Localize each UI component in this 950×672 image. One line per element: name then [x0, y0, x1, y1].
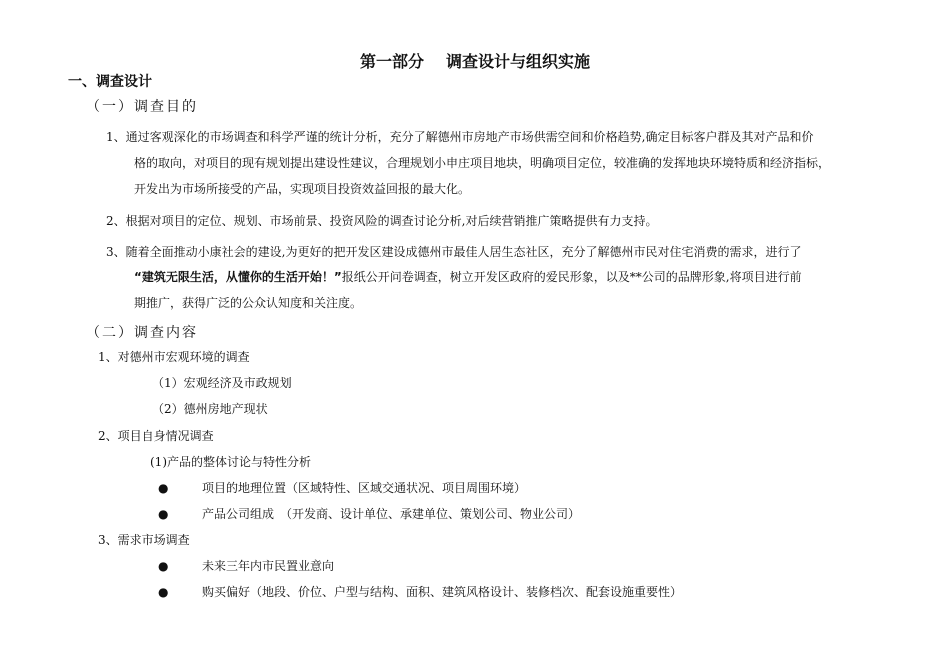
- subsection-heading-purpose: （一）调查目的: [86, 99, 198, 115]
- title-part: 第一部分: [359, 52, 424, 71]
- purpose-item-2: 2、根据对项目的定位、规划、市场前景、投资风险的调查讨论分析,对后续营销推广策略提供有力支持。: [106, 214, 658, 228]
- content-item-1b: （2）德州房地产现状: [152, 402, 268, 416]
- content-item-1: 1、对德州市宏观环境的调查: [98, 350, 250, 364]
- content-item-2b-2: 产品公司组成 （开发商、设计单位、承建单位、策划公司、物业公司）: [202, 507, 581, 521]
- purpose-item-3-line-3: 期推广，获得广泛的公众认知度和关注度。: [134, 296, 363, 310]
- bullet-icon: ●: [158, 585, 169, 599]
- bullet-icon: ●: [158, 507, 169, 521]
- campaign-slogan: “建筑无限生活，从懂你的生活开始！”: [134, 270, 342, 284]
- page-title: [0, 49, 950, 72]
- content-item-1a: （1）宏观经济及市政规划: [152, 376, 292, 390]
- purpose-item-1-line-2: 格的取向，对项目的现有规划提出建设性建议，合理规划小申庄项目地块，明确项目定位，较准确的发挥地块环境特质和经济指标，: [134, 156, 831, 170]
- content-item-2: 2、项目自身情况调查: [98, 429, 214, 443]
- content-item-2a: (1)产品的整体讨论与特性分析: [150, 455, 311, 469]
- content-item-3: 3、需求市场调查: [98, 533, 190, 547]
- purpose-item-3-line-2: [134, 264, 802, 290]
- purpose-item-1-line-3: 开发出为市场所接受的产品，实现项目投资效益回报的最大化。: [134, 182, 471, 196]
- content-item-3b-2: 购买偏好（地段、价位、户型与结构、面积、建筑风格设计、装修档次、配套设施重要性）: [202, 585, 683, 599]
- content-item-2b-1: 项目的地理位置（区域特性、区域交通状况、项目周围环境）: [202, 481, 527, 495]
- bullet-icon: ●: [158, 481, 169, 495]
- section-heading-design: 一、调查设计: [68, 74, 152, 90]
- subsection-heading-content: （二）调查内容: [86, 325, 198, 341]
- title-text: 调查设计与组织实施: [446, 52, 591, 71]
- purpose-item-3-line-2-rest: 报纸公开问卷调查，树立开发区政府的爱民形象，以及**公司的品牌形象,将项目进行前: [341, 270, 802, 284]
- bullet-icon: ●: [158, 559, 169, 573]
- content-item-3b-1: 未来三年内市民置业意向: [202, 559, 335, 573]
- purpose-item-1-line-1: 1、通过客观深化的市场调查和科学严谨的统计分析，充分了解德州市房地产市场供需空间和价格趋势,确定目标客户群及其对产品和价: [106, 130, 814, 144]
- purpose-item-3-line-1: 3、随着全面推动小康社会的建设,为更好的把开发区建设成德州市最佳人居生态社区，充分了解德州市民对住宅消费的需求，进行了: [106, 245, 802, 259]
